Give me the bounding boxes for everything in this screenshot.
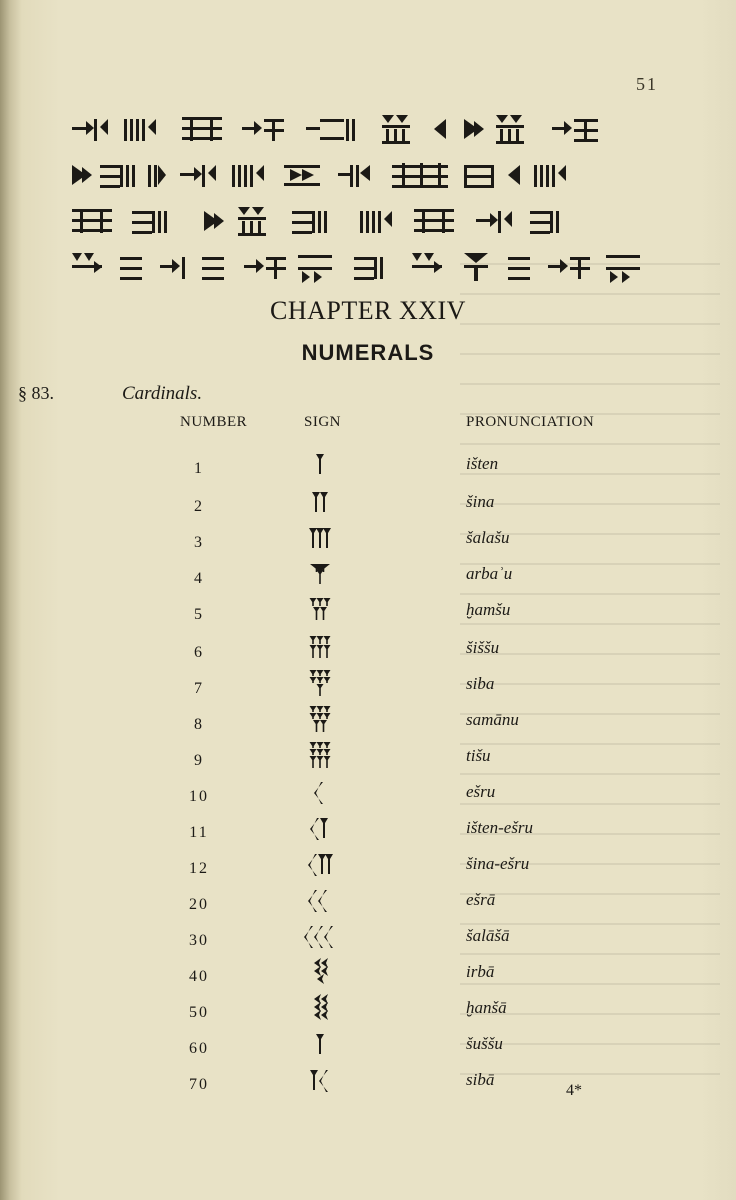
row-number: 20 <box>189 896 209 913</box>
cuneiform-sign <box>300 1062 340 1098</box>
printer-signature: 4* <box>566 1082 582 1099</box>
row-number: 4 <box>194 570 204 587</box>
cuneiform-line-4 <box>72 242 672 288</box>
row-pronunciation: ešrā <box>466 890 496 909</box>
table-row <box>0 774 736 810</box>
cuneiform-sign <box>300 738 340 774</box>
row-number: 70 <box>189 1076 209 1093</box>
cuneiform-line-2-glyphs <box>72 153 672 193</box>
page-number: 51 <box>636 74 658 94</box>
row-number: 6 <box>194 644 204 661</box>
row-pronunciation: šalašu <box>466 528 510 547</box>
cuneiform-line-1-glyphs <box>72 107 672 147</box>
table-row <box>0 882 736 918</box>
chapter-title: CHAPTER XXIV <box>270 296 466 325</box>
row-pronunciation: irbā <box>466 962 495 981</box>
cuneiform-sign <box>300 918 340 954</box>
cuneiform-line-2 <box>72 150 672 196</box>
row-pronunciation: ḫanšā <box>466 998 507 1017</box>
row-number: 60 <box>189 1040 209 1057</box>
row-number: 11 <box>189 824 209 841</box>
row-number: 50 <box>189 1004 209 1021</box>
cuneiform-line-4-glyphs <box>72 245 672 285</box>
row-pronunciation: išten-ešru <box>466 818 534 837</box>
row-number: 12 <box>189 860 209 877</box>
row-number: 40 <box>189 968 209 985</box>
row-pronunciation: samānu <box>466 710 519 729</box>
table-row <box>0 666 736 702</box>
cuneiform-line-1 <box>72 104 672 150</box>
table-row <box>0 520 736 556</box>
cuneiform-sign <box>300 446 340 482</box>
table-row <box>0 738 736 774</box>
cuneiform-sign <box>300 702 340 738</box>
table-row <box>0 630 736 666</box>
cuneiform-sign <box>300 484 340 520</box>
row-pronunciation: sibā <box>466 1070 495 1089</box>
row-number: 5 <box>194 606 204 623</box>
table-row <box>0 1062 736 1098</box>
table-row <box>0 556 736 592</box>
column-header-pronunciation: PRONUNCIATION <box>466 414 595 430</box>
row-pronunciation: išten <box>466 454 499 473</box>
table-row <box>0 484 736 520</box>
cuneiform-sign <box>300 666 340 702</box>
table-row <box>0 846 736 882</box>
table-row <box>0 702 736 738</box>
cuneiform-line-3-glyphs <box>72 199 672 239</box>
table-row <box>0 954 736 990</box>
cuneiform-sign <box>300 556 340 592</box>
row-pronunciation: ḫamšu <box>466 600 511 619</box>
row-pronunciation: tišu <box>466 746 491 765</box>
cuneiform-sign <box>300 810 340 846</box>
row-number: 3 <box>194 534 204 551</box>
cuneiform-line-3 <box>72 196 672 242</box>
cuneiform-sign <box>300 774 340 810</box>
cuneiform-sign <box>300 846 340 882</box>
subsection-title: Cardinals. <box>122 383 203 404</box>
cuneiform-sign <box>300 592 340 628</box>
row-number: 7 <box>194 680 204 697</box>
row-pronunciation: ešru <box>466 782 496 801</box>
row-pronunciation: šalāšā <box>466 926 510 945</box>
cuneiform-sign <box>300 1026 340 1062</box>
row-number: 30 <box>189 932 209 949</box>
cuneiform-inscription <box>72 104 672 288</box>
row-number: 2 <box>194 498 204 515</box>
table-row <box>0 592 736 628</box>
row-pronunciation: šina <box>466 492 495 511</box>
section-title: NUMERALS <box>301 340 435 365</box>
table-row <box>0 446 736 482</box>
section-mark: § 83. <box>18 383 54 403</box>
row-pronunciation: šiššu <box>466 638 500 657</box>
row-number: 10 <box>189 788 209 805</box>
row-pronunciation: siba <box>466 674 495 693</box>
table-row <box>0 990 736 1026</box>
row-number: 9 <box>194 752 204 769</box>
cuneiform-sign <box>300 954 340 990</box>
column-header-sign: SIGN <box>304 414 342 430</box>
row-pronunciation: šuššu <box>466 1034 503 1053</box>
table-row <box>0 1026 736 1062</box>
column-header-number: NUMBER <box>180 414 248 430</box>
row-number: 8 <box>194 716 204 733</box>
cuneiform-sign <box>300 990 340 1026</box>
cuneiform-sign <box>300 520 340 556</box>
row-pronunciation: arbaʾu <box>466 564 513 583</box>
table-row <box>0 918 736 954</box>
cuneiform-sign <box>300 630 340 666</box>
cuneiform-sign <box>300 882 340 918</box>
row-number: 1 <box>194 460 204 477</box>
row-pronunciation: šina-ešru <box>466 854 530 873</box>
table-row <box>0 810 736 846</box>
